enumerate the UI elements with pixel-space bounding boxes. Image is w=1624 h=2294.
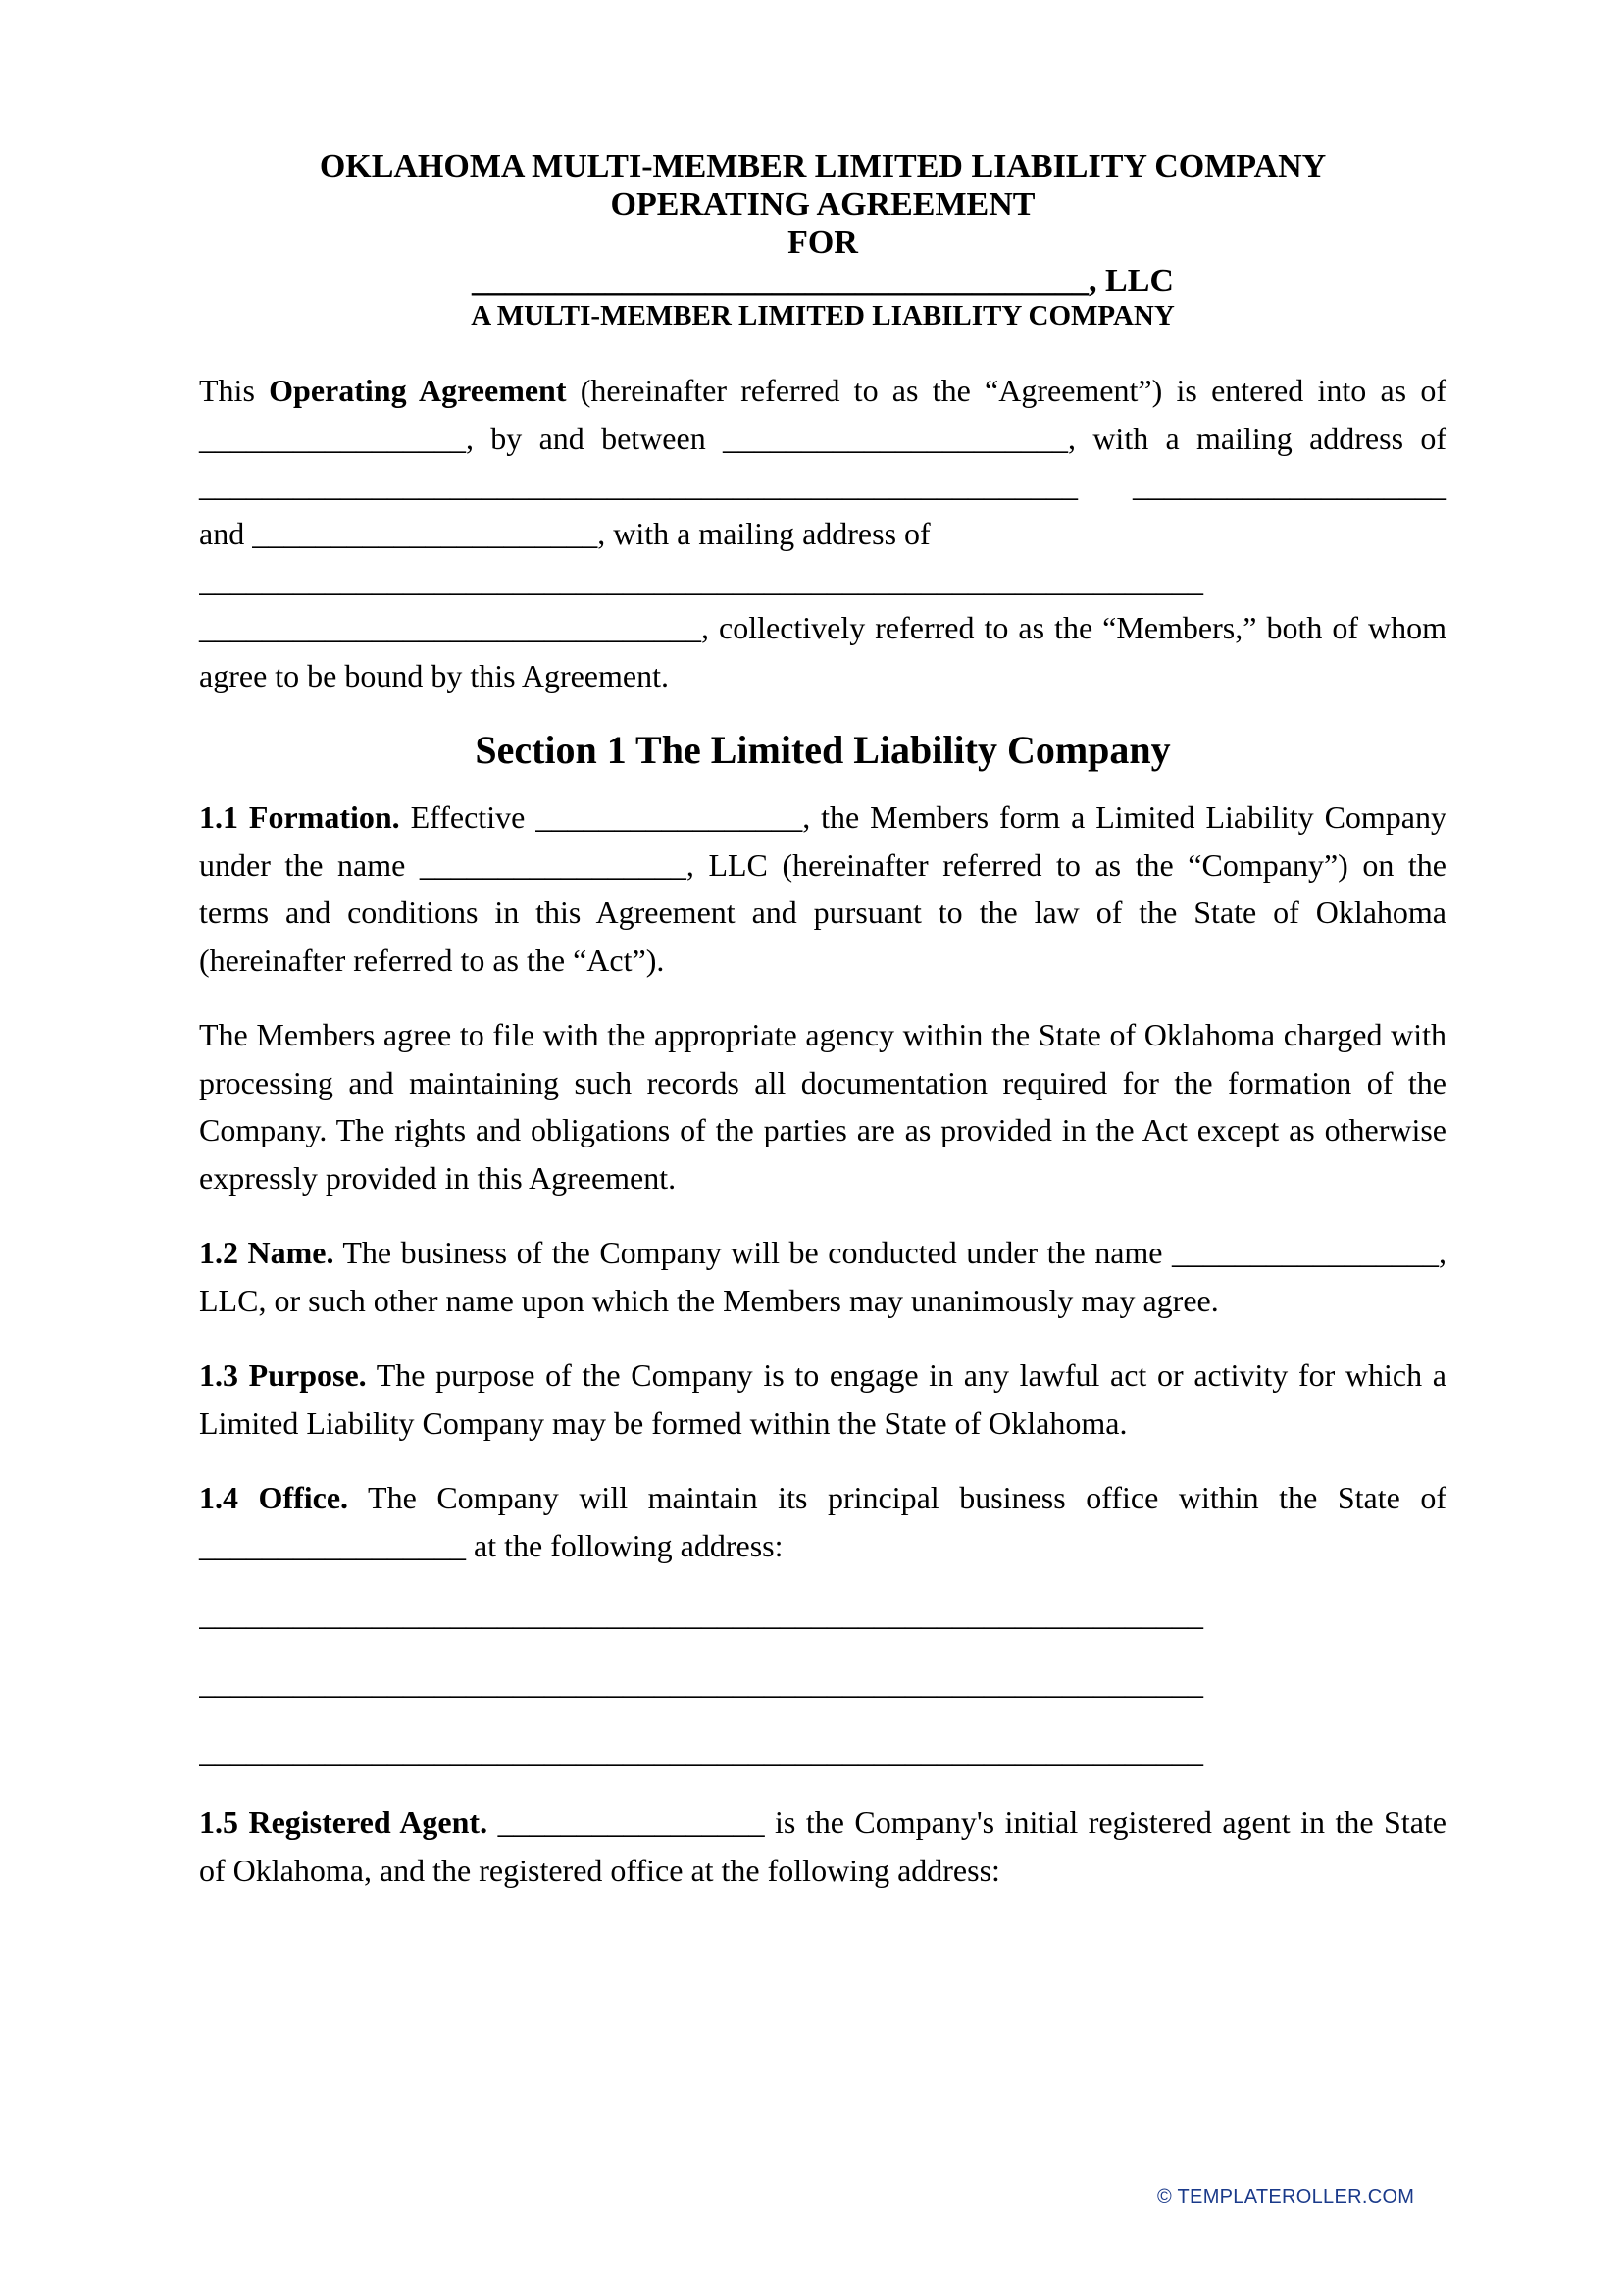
intro-start: This (199, 373, 270, 408)
company-name-blank: _____________________________________, LLC (472, 263, 1174, 299)
title-line-3: FOR (787, 225, 858, 261)
section-1-4-label: 1.4 Office. (199, 1480, 349, 1515)
office-address-line-1: ________________________________________________________________ (199, 1597, 1203, 1632)
section-1-1-paragraph (199, 793, 1446, 984)
section-1-heading: Section 1 The Limited Liability Company (475, 728, 1171, 772)
section-1-1-label: 1.1 Formation. (199, 799, 400, 835)
section-1-5-text: _________________ is the Company's initial registered agent in the State of Oklahoma, and the registered office at the following address: (199, 1805, 1447, 1888)
intro-body: (hereinafter referred to as the “Agreement”) is entered into as of _________________, by and between ______________________, with a mailing address of ________________________________________________________ ____________________ and ______________________, with a mailing address of (199, 373, 1447, 551)
document-title (199, 147, 1446, 331)
section-1-1-paragraph-2: The Members agree to file with the appropriate agency within the State of Oklahoma charged with processing and maintaining such records all documentation required for the formation of the Company. The rights and obligations of the parties are as provided in the Act except as otherwise expressly provided in this Agreement. (199, 1017, 1446, 1196)
title-line-1: OKLAHOMA MULTI-MEMBER LIMITED LIABILITY COMPANY (319, 148, 1327, 184)
section-1-4-text: The Company will maintain its principal business office within the State of _________________ at the following address: (199, 1480, 1447, 1563)
section-1-2-label: 1.2 Name. (199, 1235, 334, 1270)
footer-copyright: © TEMPLATEROLLER.COM (1157, 2186, 1415, 2208)
section-1-4-paragraph (199, 1474, 1446, 1569)
section-1-3-paragraph (199, 1351, 1446, 1447)
office-address-line-3: ________________________________________________________________ (199, 1734, 1203, 1769)
office-address-line-2: ________________________________________________________________ (199, 1665, 1203, 1701)
intro-address-blank: ________________________________________________________________ (199, 563, 1203, 598)
intro-bold-term: Operating Agreement (269, 373, 567, 408)
intro-paragraph-end: ________________________________, collectively referred to as the “Members,” both of whom agree to be bound by this Agreement. (199, 610, 1446, 693)
section-1-5-paragraph (199, 1799, 1446, 1894)
section-1-1-text: Effective _________________, the Members form a Limited Liability Company under the name _________________, LLC (hereinafter referred to as the “Company”) on the terms and conditions in this Agreement and pursuant to the law of the State of Oklahoma (hereinafter referred to as the “Act”). (199, 799, 1447, 978)
title-subtitle: A MULTI-MEMBER LIMITED LIABILITY COMPANY (471, 300, 1175, 331)
section-1-3-text: The purpose of the Company is to engage in any lawful act or activity for which a Limited Liability Company may be formed within the State of Oklahoma. (199, 1357, 1447, 1441)
title-line-2: OPERATING AGREEMENT (610, 186, 1036, 223)
section-1-3-label: 1.3 Purpose. (199, 1357, 367, 1393)
document-page (199, 147, 1446, 1894)
intro-paragraph (199, 367, 1446, 557)
section-1-5-label: 1.5 Registered Agent. (199, 1805, 488, 1840)
section-1-2-paragraph (199, 1229, 1446, 1324)
section-1-2-text: The business of the Company will be conducted under the name _________________, LLC, or such other name upon which the Members may unanimously may agree. (199, 1235, 1447, 1318)
